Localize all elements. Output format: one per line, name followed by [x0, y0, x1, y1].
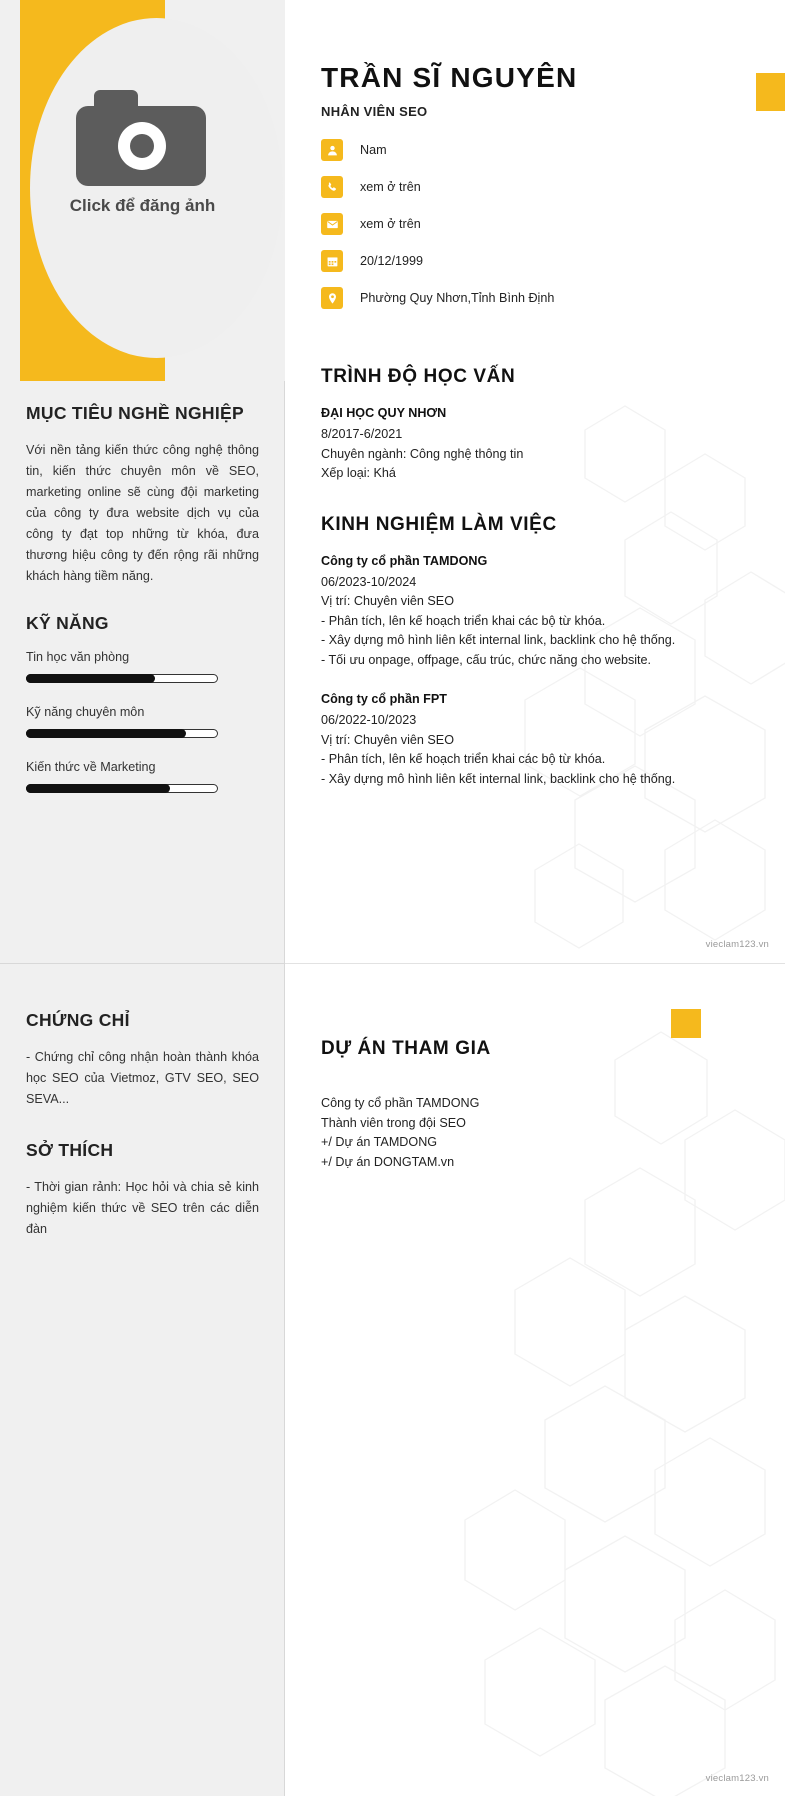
left-lower-content [0, 1010, 285, 1240]
school-name: ĐẠI HỌC QUY NHƠN [321, 406, 447, 420]
email-icon [321, 213, 343, 235]
experience-position: Vị trí: Chuyên viên SEO [321, 594, 454, 608]
watermark: vieclam123.vn [705, 1773, 769, 1784]
calendar-icon [321, 250, 343, 272]
projects-section [285, 1038, 785, 1172]
skill-bar-fill [26, 729, 186, 738]
experience-item [321, 554, 749, 671]
contact-row-address [321, 287, 749, 309]
left-content [0, 381, 285, 815]
experience-duty: - Xây dựng mô hình liên kết internal link, backlink cho hệ thống. [321, 771, 676, 786]
skill-bar-fill [26, 784, 170, 793]
right-main [285, 0, 785, 1796]
project-line: Thành viên trong đội SEO [321, 1115, 466, 1130]
experience-duty: - Tối ưu onpage, offpage, cấu trúc, chức năng cho website. [321, 652, 652, 667]
page-divider [285, 963, 785, 964]
contact-row-phone [321, 176, 749, 198]
education-major: Chuyên ngành: Công nghệ thông tin [321, 446, 524, 461]
contact-row-birthday [321, 250, 749, 272]
contact-value: xem ở trên [360, 217, 421, 231]
experience-period: 06/2022-10/2023 [321, 713, 417, 727]
contact-value: xem ở trên [360, 180, 421, 194]
certificate-text: - Chứng chỉ công nhận hoàn thành khóa học SEO của Vietmoz, GTV SEO, SEO SEVA... [26, 1050, 259, 1106]
experience-position: Vị trí: Chuyên viên SEO [321, 732, 454, 747]
contact-value: Phường Quy Nhơn,Tỉnh Bình Định [360, 291, 555, 305]
project-line: Công ty cổ phần TAMDONG [321, 1096, 480, 1110]
hobby-text: - Thời gian rảnh: Học hỏi và chia sẻ kinh nghiệm kiến thức về SEO trên các diễn đàn [26, 1180, 259, 1236]
experience-item [321, 692, 749, 789]
project-line: +/ Dự án TAMDONG [321, 1135, 438, 1149]
skill-bar-fill [26, 674, 155, 683]
photo-circle [30, 18, 283, 358]
skill-bar [26, 784, 218, 793]
skills-section [26, 613, 259, 793]
person-icon [321, 139, 343, 161]
skill-label: Tin học văn phòng [26, 650, 130, 664]
location-icon [321, 287, 343, 309]
watermark: vieclam123.vn [705, 939, 769, 950]
camera-icon [76, 90, 206, 186]
experience-duty: - Phân tích, lên kế hoạch triển khai các bộ từ khóa. [321, 752, 606, 766]
photo-upload-zone[interactable] [0, 0, 285, 381]
phone-icon [321, 176, 343, 198]
skills-title: KỸ NĂNG [26, 613, 109, 633]
contact-value: 20/12/1999 [360, 254, 424, 268]
experience-period: 06/2023-10/2024 [321, 574, 417, 589]
skill-bar [26, 729, 218, 738]
company-name: Công ty cổ phần TAMDONG [321, 553, 488, 568]
projects-title: DỰ ÁN THAM GIA [321, 1038, 491, 1059]
skill-label: Kỹ năng chuyên môn [26, 705, 145, 719]
education-title: TRÌNH ĐỘ HỌC VẤN [321, 366, 516, 387]
education-grade: Xếp loại: Khá [321, 466, 396, 480]
company-name: Công ty cổ phần FPT [321, 692, 447, 706]
page-title: TRẦN SĨ NGUYÊN [321, 62, 578, 93]
experience-duty: - Phân tích, lên kế hoạch triển khai các bộ từ khóa. [321, 613, 606, 628]
skill-bar [26, 674, 218, 683]
certificate-title: CHỨNG CHỈ [26, 1010, 130, 1030]
right-content [285, 0, 785, 789]
job-title: NHÂN VIÊN SEO [321, 104, 428, 119]
contact-row-gender [321, 139, 749, 161]
left-sidebar [0, 0, 285, 1796]
project-line: +/ Dự án DONGTAM.vn [321, 1154, 455, 1169]
skill-label: Kiến thức về Marketing [26, 760, 156, 774]
section-divider [0, 963, 285, 964]
contact-value: Nam [360, 143, 387, 157]
photo-upload-label: Click để đăng ảnh [69, 196, 216, 215]
objective-text: Với nền tảng kiến thức công nghệ thông tin, kiến thức chuyên môn về SEO, marketing online sẽ cùng đội marketing của công ty đưa website dịch vụ của công ty đạt top những từ khóa, đưa thương hiệu công ty đến rộng rãi những khách hàng tiềm năng. [26, 443, 259, 583]
contact-row-email [321, 213, 749, 235]
experience-title: KINH NGHIỆM LÀM VIỆC [321, 513, 557, 535]
objective-title: MỤC TIÊU NGHỀ NGHIỆP [26, 403, 244, 423]
experience-duty: - Xây dựng mô hình liên kết internal link, backlink cho hệ thống. [321, 633, 676, 647]
accent-tab-mid [671, 1009, 701, 1038]
education-period: 8/2017-6/2021 [321, 427, 403, 441]
hobby-title: SỞ THÍCH [26, 1140, 114, 1160]
